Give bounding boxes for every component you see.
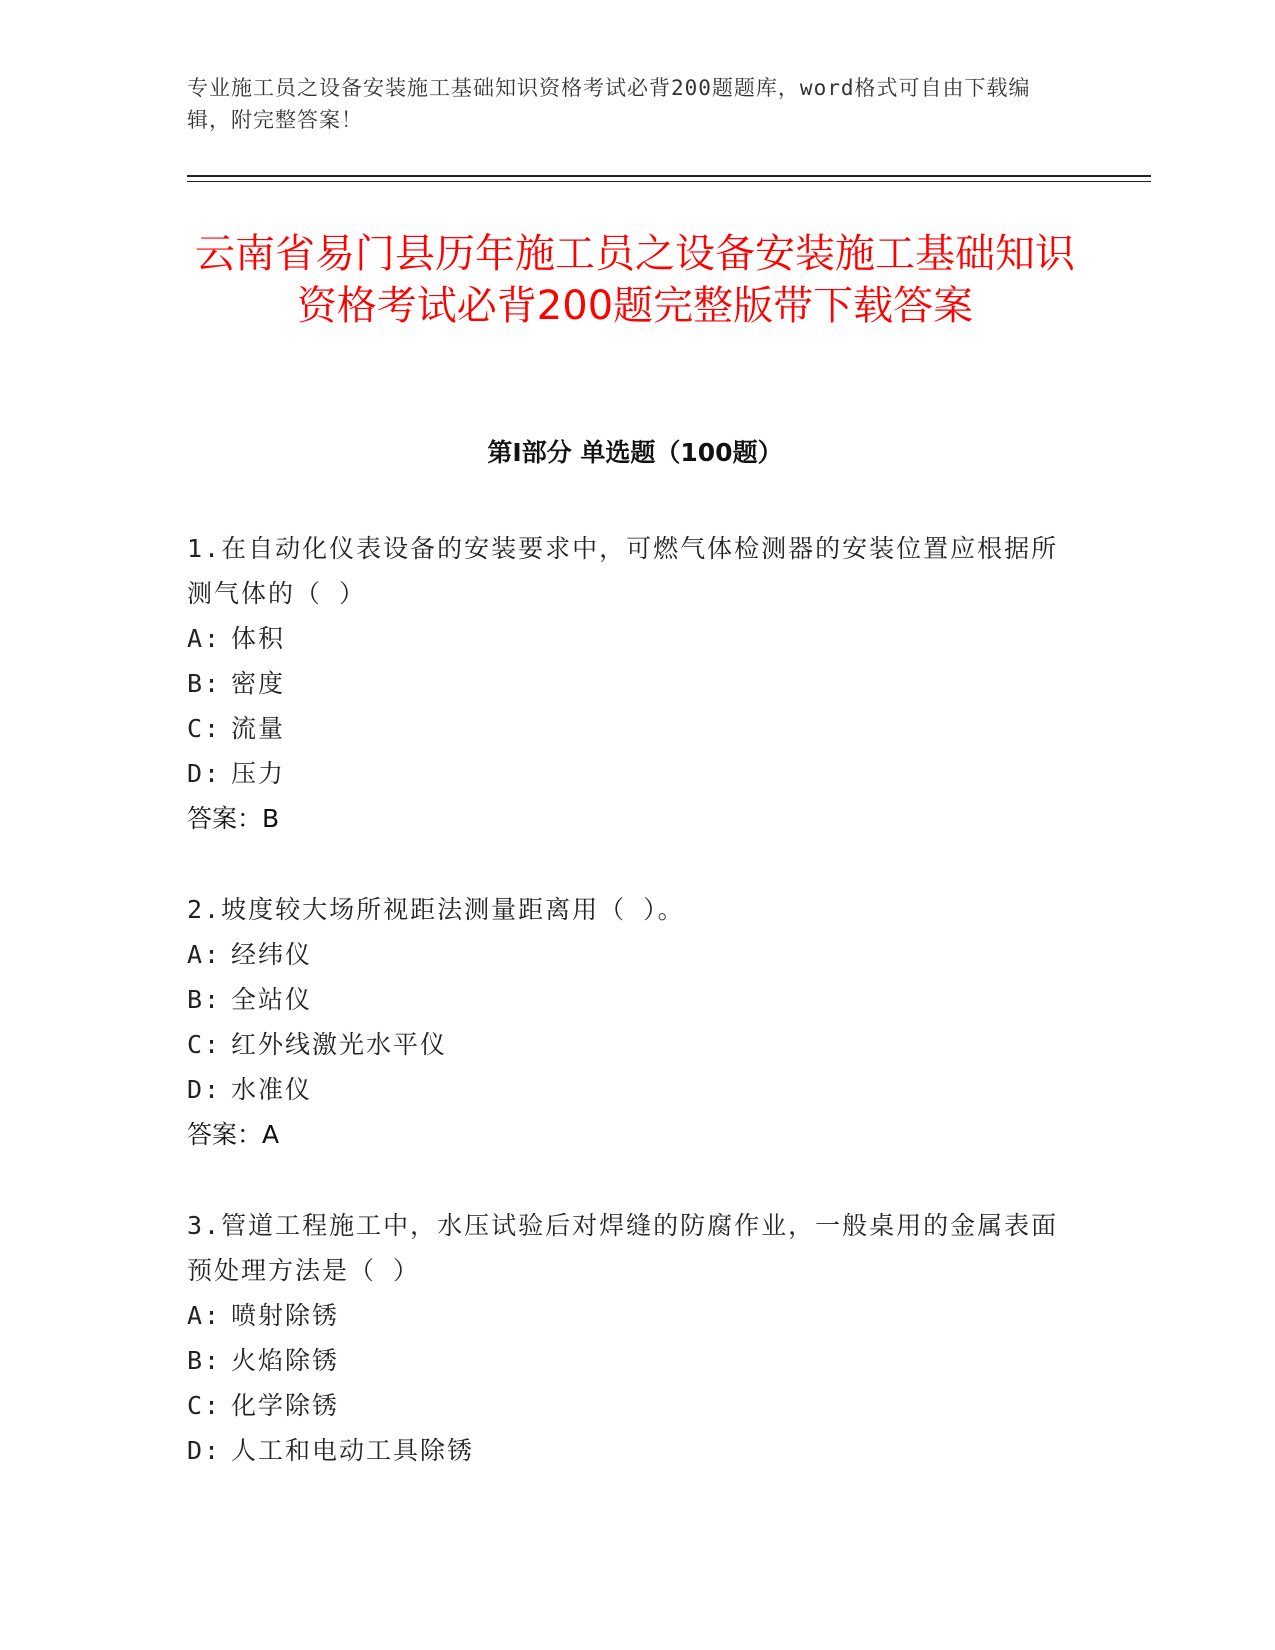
option-d [187, 1067, 1067, 1112]
option-text: 全站仪 [231, 985, 313, 1014]
option-b [187, 661, 1067, 706]
option-c [187, 1383, 1067, 1428]
option-text: 人工和电动工具除锈 [231, 1436, 475, 1465]
option-key: A: [187, 940, 222, 969]
option-text: 压力 [231, 759, 286, 788]
option-a [187, 932, 1067, 977]
question-stem: 1.在自动化仪表设备的安装要求中，可燃气体检测器的安装位置应根据所测气体的（ ） [187, 534, 1059, 608]
option-text: 红外线激光水平仪 [231, 1030, 448, 1059]
option-text: 体积 [231, 624, 286, 653]
question-stem: 3.管道工程施工中，水压试验后对焊缝的防腐作业，一般桌用的金属表面预处理方法是（ ） [187, 1211, 1059, 1285]
header-divider-thin [187, 181, 1151, 182]
option-key: A: [187, 624, 222, 653]
option-text: 流量 [231, 714, 286, 743]
option-d [187, 1428, 1067, 1473]
answer-line: 答案：B [187, 804, 280, 833]
option-key: D: [187, 1075, 222, 1104]
option-key: A: [187, 1301, 222, 1330]
option-text: 经纬仪 [231, 940, 313, 969]
option-key: C: [187, 714, 222, 743]
option-text: 火焰除锈 [231, 1346, 340, 1375]
option-key: B: [187, 1346, 222, 1375]
option-key: B: [187, 985, 222, 1014]
option-key: B: [187, 669, 222, 698]
question-stem: 2.坡度较大场所视距法测量距离用（ ）。 [187, 895, 685, 924]
option-c [187, 706, 1067, 751]
option-b [187, 1338, 1067, 1383]
header-divider-thick [187, 175, 1151, 177]
option-text: 密度 [231, 669, 286, 698]
option-key: D: [187, 1436, 222, 1465]
option-d [187, 751, 1067, 796]
section-heading: 第Ⅰ部分 单选题（100题） [487, 438, 783, 467]
option-text: 水准仪 [231, 1075, 313, 1104]
option-key: C: [187, 1030, 222, 1059]
question-3 [187, 1203, 1067, 1473]
option-a [187, 1293, 1067, 1338]
question-list [187, 526, 1067, 1519]
document-title: 云南省易门县历年施工员之设备安装施工基础知识资格考试必背200题完整版带下载答案 [195, 231, 1075, 329]
option-b [187, 977, 1067, 1022]
option-c [187, 1022, 1067, 1067]
question-2 [187, 887, 1067, 1157]
header-note: 专业施工员之设备安装施工基础知识资格考试必背200题题库，word格式可自由下载编辑，附完整答案！ [187, 76, 1031, 132]
option-key: C: [187, 1391, 222, 1420]
option-text: 化学除锈 [231, 1391, 340, 1420]
answer-line: 答案：A [187, 1120, 280, 1149]
option-a [187, 616, 1067, 661]
option-key: D: [187, 759, 222, 788]
question-1 [187, 526, 1067, 841]
option-text: 喷射除锈 [231, 1301, 340, 1330]
